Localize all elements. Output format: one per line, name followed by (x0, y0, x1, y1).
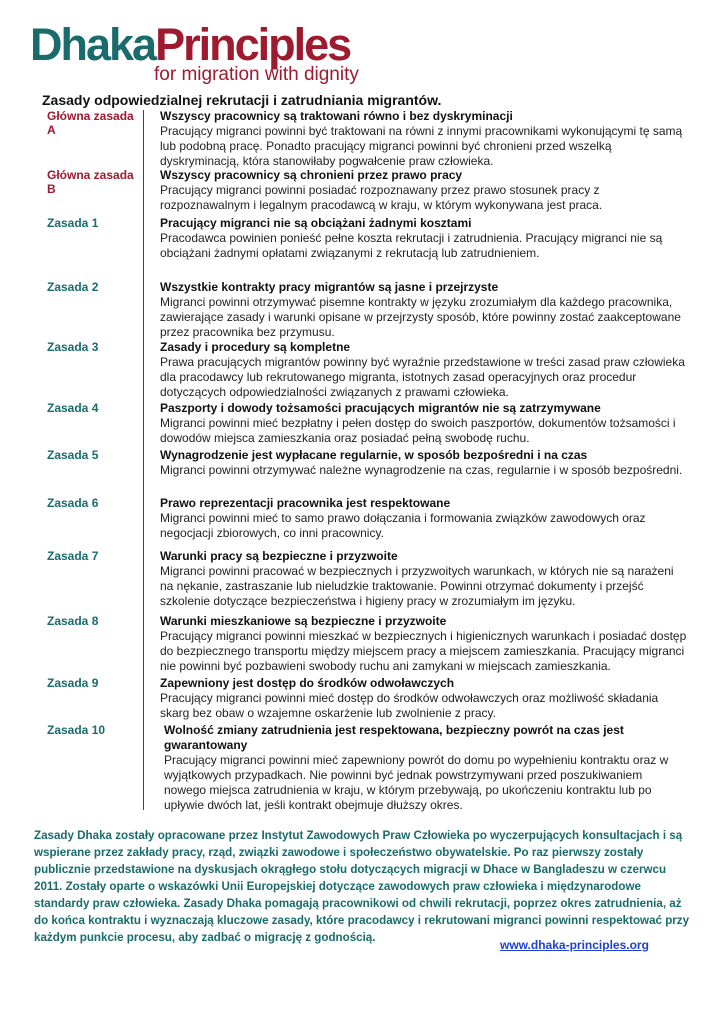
logo-wordmark (30, 19, 351, 70)
principle-body: Migranci powinni mieć bezpłatny i pełen dostęp do swoich paszportów, dokumentów tożsamości i dowodów miejsca zamieszkania oraz posiadać pełną swobodę ruchu. (160, 416, 676, 445)
principle-body: Prawa pracujących migrantów powinny być wyraźnie przedstawione w treści zasad praw człowieka dla pracodawcy lub rekrutowanego migranta, istotnych zasad operacyjnych oraz procedur dotyczących odpowiedzialności związanych z prawami człowieka. (160, 355, 685, 399)
principle-content (160, 340, 690, 400)
logo-principles: Principles (155, 19, 351, 70)
principle-label: Zasada 7 (47, 549, 99, 563)
document-title: Zasady odpowiedzialnej rekrutacji i zatrudniania migrantów. (42, 92, 442, 108)
principle-content (160, 168, 690, 213)
principle-body: Pracujący migranci powinni mieć dostęp do środków odwoławczych oraz możliwość składania skarg bez obaw o wzajemne oskarżenie lub zwolnienie z pracy. (160, 691, 659, 720)
principle-body: Pracujący migranci powinni posiadać rozpoznawany przez prawo stosunek pracy z rozpoznawalnym i legalnym pracodawcą w kraju, w którym wykonywana jest praca. (160, 183, 603, 212)
principle-body: Migranci powinni otrzymywać pisemne kontrakty w języku zrozumiałym dla każdego pracownika, zawierające zasady i warunki opisane w przejrzysty sposób, które powinny zostać zaakceptowane przez pracownika bez przymusu. (160, 295, 681, 339)
principle-heading: Warunki mieszkaniowe są bezpieczne i przyzwoite (160, 614, 447, 628)
principle-heading: Zapewniony jest dostęp do środków odwoławczych (160, 676, 455, 690)
principle-label: Zasada 10 (47, 723, 106, 737)
principle-heading: Pracujący migranci nie są obciążani żadnymi kosztami (160, 216, 472, 230)
principle-body: Migranci powinni pracować w bezpiecznych i przyzwoitych warunkach, w których nie są narażeni na nękanie, zastraszanie lub nieludzkie traktowanie. Powinni otrzymać dokumenty i przejść szkolenie dotyczące bezpieczeństwa i higieny pracy w zrozumiałym im języku. (160, 564, 674, 608)
principle-body: Pracodawca powinien ponieść pełne koszta rekrutacji i zatrudnienia. Pracujący migranci nie są obciążani żadnymi opłatami związanymi z rekrutacją lub zatrudnieniem. (160, 231, 663, 260)
principle-heading: Zasady i procedury są kompletne (160, 340, 351, 354)
principle-body: Migranci powinni mieć to samo prawo dołączania i formowania związków zawodowych oraz negocjacji zbiorowych, co inni pracownicy. (160, 511, 646, 540)
logo-tagline: for migration with dignity (154, 64, 359, 85)
website-link[interactable]: www.dhaka-principles.org (500, 938, 649, 952)
principle-content (160, 676, 690, 721)
principle-label: Zasada 5 (47, 448, 99, 462)
principle-heading: Wszyscy pracownicy są traktowani równo i bez dyskryminacji (160, 109, 513, 123)
column-divider (143, 110, 144, 810)
principle-label: Zasada 8 (47, 614, 99, 628)
principle-body: Pracujący migranci powinni mieć zapewniony powrót do domu po wypełnieniu kontraktu oraz w wyjątkowych przypadkach. Nie powinni być jednak powstrzymywani przed poszukiwaniem nowego miejsca zatrudnienia w kraju, w którym przebywają, po ukończeniu kontraktu lub po upływie dwóch lat, jeśli kontrakt obejmuje dłuższy okres. (164, 753, 669, 812)
principle-label: Zasada 3 (47, 340, 99, 354)
principle-body: Pracujący migranci powinni być traktowani na równi z innymi pracownikami wykonującymi tę samą lub podobną pracę. Ponadto pracujący migranci powinni być chronieni przed wszelką dyskryminacją, która stanowiłaby pogwałcenie praw człowieka. (160, 124, 683, 168)
principle-body: Migranci powinni otrzymywać należne wynagrodzenie na czas, regularnie i w sposób bezpośredni. (160, 463, 683, 477)
principle-content (160, 401, 690, 446)
principle-heading: Paszporty i dowody tożsamości pracujących migrantów nie są zatrzymywane (160, 401, 601, 415)
principle-label: Zasada 9 (47, 676, 99, 690)
principle-heading: Prawo reprezentacji pracownika jest respektowane (160, 496, 451, 510)
principle-heading: Wynagrodzenie jest wypłacane regularnie, w sposób bezpośredni i na czas (160, 448, 588, 462)
principle-content (160, 496, 690, 541)
principle-content (160, 216, 690, 261)
principle-label: Zasada 2 (47, 280, 99, 294)
principle-content (160, 549, 690, 609)
principle-content (160, 448, 690, 478)
principle-content (160, 614, 690, 674)
principle-content (160, 280, 690, 340)
principle-content (160, 109, 690, 169)
principle-heading: Wolność zmiany zatrudnienia jest respektowana, bezpieczny powrót na czas jest gwarantowany (164, 723, 624, 752)
principle-label: Zasada 4 (47, 401, 99, 415)
principle-label: Główna zasada A (47, 109, 134, 137)
principle-label: Główna zasada B (47, 168, 134, 196)
logo-dhaka: Dhaka (30, 19, 156, 70)
principle-heading: Warunki pracy są bezpieczne i przyzwoite (160, 549, 398, 563)
principle-heading: Wszystkie kontrakty pracy migrantów są jasne i przejrzyste (160, 280, 499, 294)
principle-label: Zasada 1 (47, 216, 99, 230)
principle-body: Pracujący migranci powinni mieszkać w bezpiecznych i higienicznych warunkach i posiadać dostęp do bezpiecznego transportu między miejscem pracy a miejscem zamieszkania. Pracujący migranci nie powinni być pozbawieni swobody ruchu ani zamykani w miejscach zamieszkania. (160, 629, 687, 673)
footer-paragraph: Zasady Dhaka zostały opracowane przez Instytut Zawodowych Praw Człowieka po wyczerpujących konsultacjach i są wspierane przez zakłady pracy, rząd, związki zawodowe i społeczeństwo obywatelskie. Po raz pierwszy zostały publicznie przedstawione na dyskusjach okrągłego stołu dotyczących migracji w Dhace w Bangladeszu w czerwcu 2011. Zostały oparte o wskazówki Unii Europejskiej dotyczące zawodowych praw człowieka i międzynarodowe standardy praw człowieka. Zasady Dhaka pomagają pracownikowi od chwili rekrutacji, poprzez okres zatrudnienia, aż do końca kontraktu i wyznaczają kluczowe zasady, które pracodawcy i rekrutowani migranci powinni respektować przy każdym punkcie procesu, aby zadbać o migrację z godnością. (34, 829, 690, 944)
principle-heading: Wszyscy pracownicy są chronieni przez prawo pracy (160, 168, 463, 182)
principle-content (164, 723, 684, 813)
principle-label: Zasada 6 (47, 496, 99, 510)
